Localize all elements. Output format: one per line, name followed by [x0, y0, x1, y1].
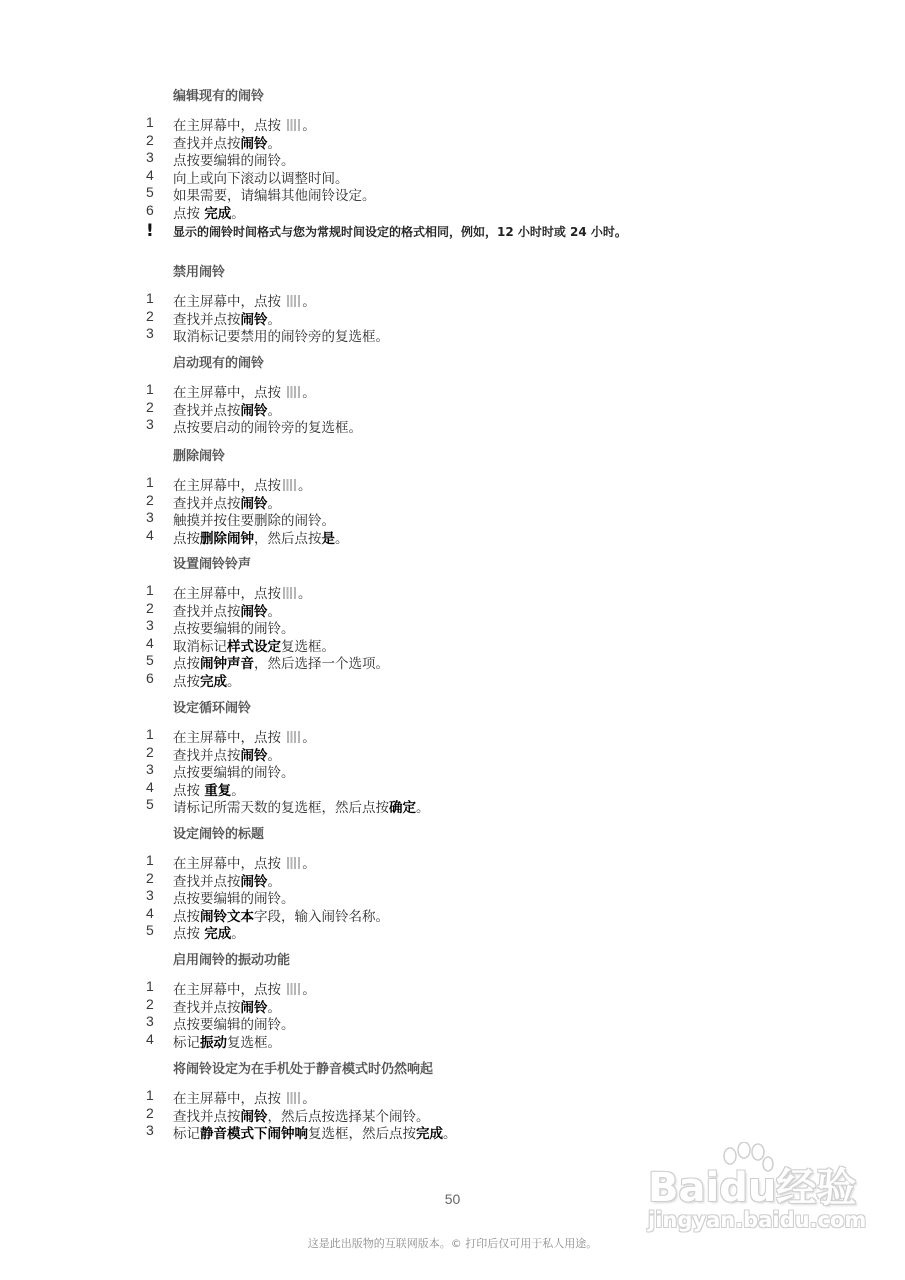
step-number: 3	[146, 325, 154, 341]
step-text-fragment: 查找并点按	[173, 402, 241, 419]
apps-grid-icon	[287, 983, 300, 995]
step-text-fragment: 。	[231, 782, 245, 799]
step-text-fragment: 。	[267, 135, 281, 152]
step-text	[173, 670, 241, 690]
ui-term: 完成	[204, 205, 232, 222]
step-text-fragment: 。	[443, 1126, 457, 1142]
ui-term: 完成	[416, 1126, 443, 1142]
step-text-fragment: 。	[302, 730, 316, 746]
step-text-fragment: 。	[267, 873, 281, 890]
step-text-fragment: 复选框。	[281, 638, 335, 655]
step-text-fragment: 点按	[173, 656, 200, 672]
step-text-fragment: 查找并点按	[173, 873, 241, 890]
footer-text: 这是此出版物的互联网版本。© 打印后仅可用于私人用途。	[307, 1237, 598, 1250]
step-text-fragment: 。	[267, 311, 281, 328]
section-heading: 启用闹铃的振动功能	[173, 953, 291, 968]
apps-grid-icon	[283, 587, 296, 599]
step-text-fragment: 点按	[173, 926, 205, 942]
step-number: 3	[146, 617, 154, 633]
step-text-fragment: 。	[335, 530, 349, 547]
note-text: 显示的闹铃时间格式与您为常规时间设定的格式相同，例如，12 小时时或 24 小时。	[173, 225, 627, 239]
step-text	[173, 1031, 281, 1051]
step-number: 4	[146, 778, 154, 795]
section-heading: 设定循环闹铃	[173, 701, 252, 716]
ui-term: 闹铃	[240, 999, 268, 1016]
step-text-fragment: 查找并点按	[173, 999, 241, 1016]
step-number: 3	[146, 761, 154, 777]
apps-grid-icon	[287, 386, 300, 398]
step-number: 3	[146, 149, 154, 165]
step-text-fragment: 在主屏幕中，点按	[173, 294, 286, 310]
ui-term: 静音模式下闹钟响	[200, 1126, 308, 1142]
exclamation-icon: !	[146, 221, 154, 241]
step-number: 2	[146, 599, 154, 616]
step-number: 1	[146, 290, 154, 306]
step-number: 6	[146, 201, 154, 218]
step-text-fragment: 字段，输入闹铃名称。	[254, 908, 389, 925]
step-text-fragment: 复选框。	[227, 1034, 281, 1051]
ui-term: 样式设定	[227, 638, 281, 655]
step-text-fragment: 。	[227, 673, 241, 690]
section-heading: 将闹铃设定为在手机处于静音模式时仍然响起	[173, 1062, 434, 1077]
step-number: 4	[146, 526, 154, 543]
step-number: 2	[146, 307, 154, 324]
step-text-fragment: 。	[302, 385, 316, 401]
page-number: 50	[444, 1191, 461, 1207]
step-number: 5	[146, 796, 154, 812]
step-text-fragment: 点按	[173, 782, 205, 799]
step-text-fragment: 。	[231, 205, 245, 222]
step-number: 3	[146, 416, 154, 432]
step-text-fragment: 。	[231, 926, 245, 942]
step-text-fragment: 向上或向下滚动以调整时间。	[173, 170, 349, 187]
step-number: 5	[146, 184, 154, 200]
step-number: 1	[146, 1087, 154, 1103]
ui-term: 闹铃	[240, 311, 268, 328]
section-heading: 删除闹铃	[173, 449, 226, 464]
ui-term: 闹铃	[240, 603, 268, 620]
step-text	[173, 202, 245, 222]
step-text-fragment: 在主屏幕中，点按	[173, 982, 286, 998]
step-text-fragment: 如果需要，请编辑其他闹铃设定。	[173, 188, 376, 204]
step-number: 3	[146, 1122, 154, 1138]
step-text-fragment: 在主屏幕中，点按	[173, 856, 286, 872]
section-heading: 禁用闹铃	[173, 265, 226, 280]
step-number: 2	[146, 398, 154, 415]
step-text-fragment: 。	[267, 999, 281, 1016]
step-number: 1	[146, 852, 154, 868]
step-text-fragment: 查找并点按	[173, 135, 241, 152]
step-text-fragment: 点按要启动的闹铃旁的复选框。	[173, 420, 362, 436]
ui-term: 闹铃文本	[200, 908, 254, 925]
step-text-fragment: 。	[416, 800, 430, 816]
ui-term: 重复	[204, 782, 232, 799]
step-text	[173, 796, 430, 816]
step-text-fragment: 触摸并按住要删除的闹铃。	[173, 513, 335, 529]
apps-grid-icon	[287, 295, 300, 307]
step-number: 4	[146, 166, 154, 183]
ui-term: 完成	[204, 926, 232, 942]
step-number: 5	[146, 922, 154, 938]
ui-term: 闹铃	[240, 495, 268, 512]
step-text-fragment: 。	[298, 478, 312, 494]
step-text-fragment: 。	[267, 495, 281, 512]
ui-term: 完成	[200, 673, 227, 690]
step-number: 4	[146, 634, 154, 651]
step-text-fragment: 。	[302, 1091, 316, 1107]
ui-term: 是	[321, 530, 335, 547]
step-text-fragment: 取消标记	[173, 638, 227, 655]
watermark-url: jingyan.baidu.com	[648, 1208, 867, 1232]
step-number: 1	[146, 582, 154, 598]
watermark-brand: Baidu经验	[648, 1165, 857, 1211]
step-text-fragment: 查找并点按	[173, 311, 241, 328]
ui-term: 删除闹钟	[200, 530, 254, 547]
ui-term: 闹铃	[240, 135, 268, 152]
step-number: 2	[146, 491, 154, 508]
step-number: 1	[146, 381, 154, 397]
step-number: 2	[146, 1104, 154, 1121]
ui-term: 确定	[389, 800, 416, 816]
ui-term: 振动	[200, 1034, 227, 1051]
step-number: 2	[146, 869, 154, 886]
step-text-fragment: 在主屏幕中，点按	[173, 1091, 286, 1107]
step-text-fragment: 点按要编辑的闹铃。	[173, 891, 295, 907]
step-text-fragment: 。	[267, 603, 281, 620]
step-text-fragment: 点按	[173, 205, 205, 222]
step-text-fragment: 。	[267, 402, 281, 419]
step-number: 1	[146, 114, 154, 130]
section-heading: 设置闹铃铃声	[173, 557, 252, 572]
step-number: 2	[146, 131, 154, 148]
ui-term: 闹铃	[240, 747, 268, 764]
ui-term: 闹铃	[240, 402, 268, 419]
step-text-fragment: 。	[302, 982, 316, 998]
step-number: 3	[146, 509, 154, 525]
step-text-fragment: 在主屏幕中，点按	[173, 478, 281, 494]
step-text-fragment: 标记	[173, 1126, 200, 1142]
ui-term: 闹铃	[240, 1108, 268, 1125]
step-text-fragment: 查找并点按	[173, 747, 241, 764]
section-heading: 编辑现有的闹铃	[173, 89, 265, 104]
step-number: 4	[146, 904, 154, 921]
ui-term: 闹铃	[240, 873, 268, 890]
step-text-fragment: 在主屏幕中，点按	[173, 118, 286, 134]
step-text-fragment: 。	[302, 118, 316, 134]
step-text-fragment: 请标记所需天数的复选框，然后点按	[173, 800, 389, 816]
step-text-fragment: ，然后点按选择某个闹铃。	[267, 1108, 430, 1125]
step-text-fragment: 在主屏幕中，点按	[173, 586, 281, 602]
step-text-fragment: 点按要编辑的闹铃。	[173, 1017, 295, 1033]
step-text	[173, 416, 362, 436]
step-number: 5	[146, 652, 154, 668]
step-text-fragment: 。	[302, 294, 316, 310]
step-text-fragment: 查找并点按	[173, 603, 241, 620]
step-number: 1	[146, 726, 154, 742]
step-text-fragment: 点按	[173, 908, 200, 925]
step-text-fragment: 复选框，然后点按	[308, 1126, 416, 1142]
step-text-fragment: 标记	[173, 1034, 200, 1051]
step-text-fragment: 取消标记要禁用的闹铃旁的复选框。	[173, 329, 389, 345]
step-number: 3	[146, 887, 154, 903]
section-heading: 启动现有的闹铃	[173, 356, 265, 371]
step-number: 4	[146, 1030, 154, 1047]
step-text	[173, 325, 389, 345]
step-text	[173, 527, 349, 547]
apps-grid-icon	[287, 119, 300, 131]
step-number: 2	[146, 743, 154, 760]
step-text-fragment: 在主屏幕中，点按	[173, 385, 286, 401]
step-text-fragment: ，然后点按	[254, 530, 322, 547]
apps-grid-icon	[287, 857, 300, 869]
step-text-fragment: 。	[298, 586, 312, 602]
step-text-fragment: 查找并点按	[173, 1108, 241, 1125]
apps-grid-icon	[287, 731, 300, 743]
ui-term: 闹钟声音	[200, 656, 254, 672]
step-text-fragment: 点按要编辑的闹铃。	[173, 621, 295, 637]
step-number: 1	[146, 474, 154, 490]
step-text-fragment: 点按要编辑的闹铃。	[173, 153, 295, 169]
step-text	[173, 922, 245, 942]
step-text-fragment: 。	[267, 747, 281, 764]
step-text-fragment: 查找并点按	[173, 495, 241, 512]
step-number: 6	[146, 669, 154, 686]
step-text-fragment: 点按要编辑的闹铃。	[173, 765, 295, 781]
step-text	[173, 1122, 457, 1142]
step-number: 1	[146, 978, 154, 994]
step-text-fragment: 点按	[173, 673, 200, 690]
step-number: 2	[146, 995, 154, 1012]
section-heading: 设定闹铃的标题	[173, 827, 265, 842]
step-text-fragment: 。	[302, 856, 316, 872]
step-text-fragment: 点按	[173, 530, 200, 547]
apps-grid-icon	[287, 1092, 300, 1104]
step-text-fragment: ，然后选择一个选项。	[254, 656, 389, 672]
step-text-fragment: 在主屏幕中，点按	[173, 730, 286, 746]
step-number: 3	[146, 1013, 154, 1029]
apps-grid-icon	[283, 479, 296, 491]
